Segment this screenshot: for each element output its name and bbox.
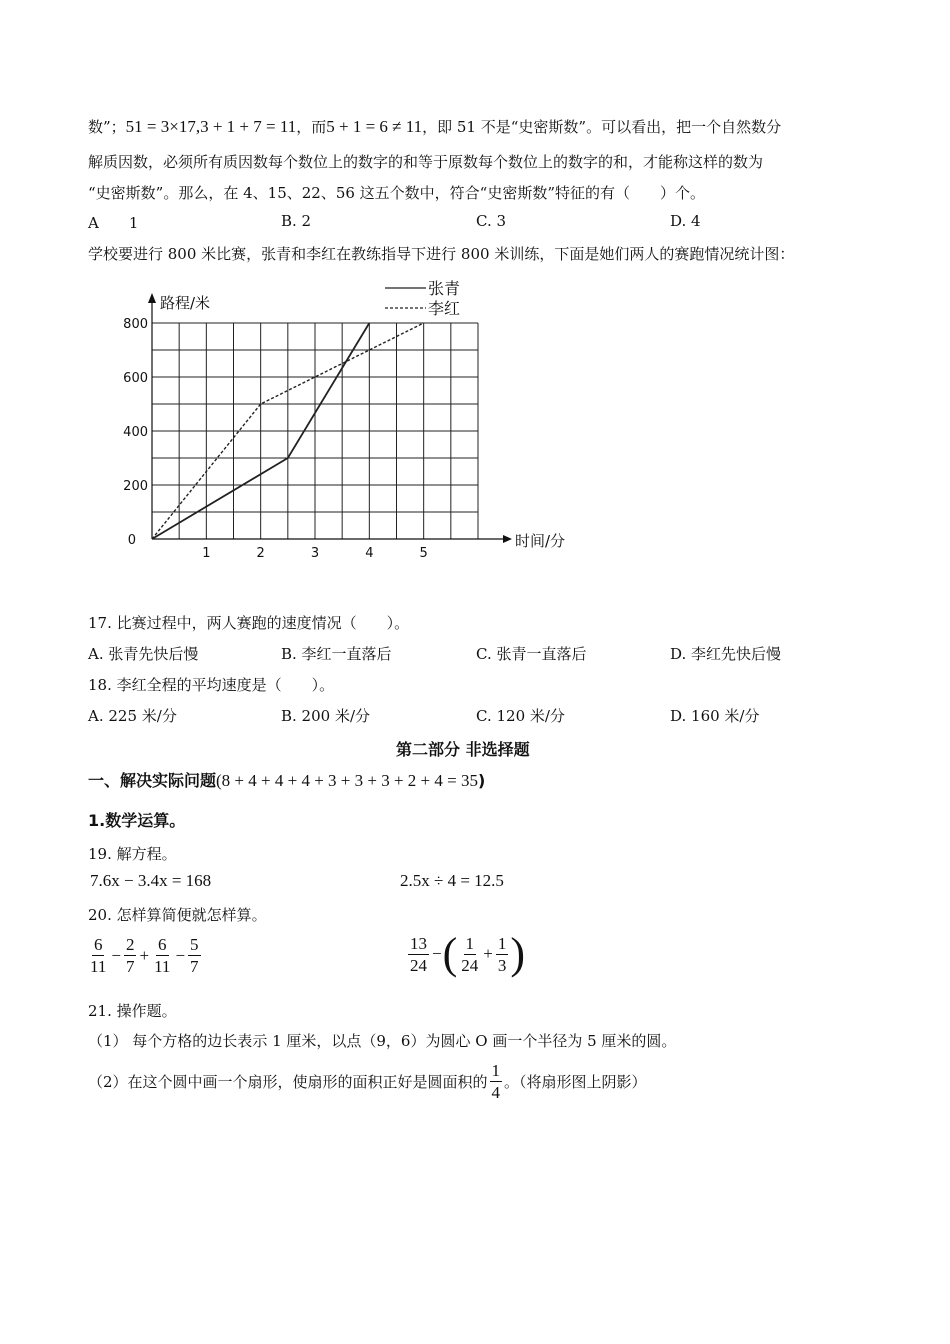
intro-option-a: A 1	[88, 214, 139, 232]
intro-line-3: “史密斯数”。那么，在 4、15、22、56 这五个数中，符合“史密斯数”特征的有（ ）个。	[88, 184, 706, 202]
y-tick-label: 600	[123, 371, 148, 386]
q17-option-d: D. 李红先快后慢	[670, 645, 782, 663]
chart-context: 学校要进行 800 米比赛，张青和李红在教练指导下进行 800 米训练，下面是她们两人的赛跑情况统计图：	[88, 245, 795, 263]
q20-expression-1: $\frac{6}{11}$ − $\frac{2}{7}$ + $\frac{6}{11}$ − $\frac{5}{7}$	[90, 935, 199, 976]
q18-option-c: C. 120 米/分	[476, 707, 565, 725]
chart-ticks	[123, 317, 428, 561]
q19-equation-2: 2.5x ÷ 4 = 12.5	[400, 871, 504, 890]
q17-option-a: A. 张青先快后慢	[88, 645, 199, 663]
q17-stem: 17. 比赛过程中，两人赛跑的速度情况（ ）。	[88, 614, 410, 632]
legend-label: 张青	[428, 279, 461, 298]
q21-part-2: （2）在这个圆中画一个扇形，使扇形的面积正好是圆面积的 $\frac{1}{4}$ 。（将扇形图上阴影）	[88, 1061, 647, 1102]
q17-option-b: B. 李红一直落后	[281, 645, 392, 663]
q20-expression-2: $\frac{13}{24}$ −( $\frac{1}{24}$ + $\frac{1}{3}$ )	[410, 929, 525, 978]
chart-grid	[152, 323, 478, 539]
left-paren: (	[442, 929, 458, 978]
sub1-heading: 1.数学运算。	[88, 811, 186, 830]
x-axis-label: 时间/分	[515, 532, 566, 550]
q20-stem: 20. 怎样算简便就怎样算。	[88, 906, 267, 924]
y-tick-label: 400	[123, 425, 148, 440]
fraction: $\frac{13}{24}$	[410, 933, 427, 975]
intro-option-d: D. 4	[670, 212, 701, 230]
q17-option-c: C. 张青一直落后	[476, 645, 587, 663]
section1-heading: 一、解决实际问题(8 + 4 + 4 + 4 + 3 + 3 + 3 + 2 + 4 = 35)	[88, 771, 486, 790]
q21-part-1: （1） 每个方格的边长表示 1 厘米，以点（9，6）为圆心 O 画一个半径为 5 厘米的圆。	[88, 1032, 677, 1050]
x-tick-label: 2	[256, 546, 265, 561]
intro-line-2: 解质因数，必须所有质因数每个数位上的数字的和等于原数每个数位上的数字的和，才能称这样的数为	[88, 153, 764, 171]
q18-option-b: B. 200 米/分	[281, 707, 371, 725]
chart-legend	[385, 279, 460, 318]
q19-equation-1: 7.6x − 3.4x = 168	[90, 871, 212, 890]
fraction: $\frac{1}{24}$	[461, 933, 479, 975]
x-tick-label: 1	[202, 546, 211, 561]
x-tick-label: 3	[310, 546, 320, 561]
fraction: $\frac{6}{11}$	[154, 935, 171, 976]
q21-stem: 21. 操作题。	[88, 1002, 177, 1020]
q19-stem: 19. 解方程。	[88, 845, 177, 863]
x-tick-label: 5	[419, 546, 428, 561]
y-tick-label: 800	[123, 317, 148, 332]
q18-option-a: A. 225 米/分	[88, 707, 177, 725]
q18-stem: 18. 李红全程的平均速度是（ ）。	[88, 676, 335, 694]
x-tick-label: 4	[365, 546, 374, 561]
q18-option-d: D. 160 米/分	[670, 707, 760, 725]
distance-time-chart	[0, 270, 620, 580]
right-paren: )	[510, 929, 525, 978]
y-tick-label: 0	[127, 533, 136, 548]
y-axis-label: 路程/米	[160, 294, 211, 312]
intro-line-1: 数”；51 = 3×17,3 + 1 + 7 = 11，而5 + 1 = 6 ≠ 11，即 51 不是“史密斯数”。可以看出，把一个自然数分	[88, 117, 782, 136]
chart-axes	[148, 293, 565, 550]
intro-option-c: C. 3	[476, 212, 507, 230]
fraction: $\frac{1}{4}$	[491, 1061, 501, 1102]
intro-option-b: B. 2	[281, 212, 312, 230]
y-tick-label: 200	[123, 479, 148, 494]
legend-label: 李红	[428, 299, 461, 318]
part2-title: 第二部分 非选择题	[396, 740, 530, 759]
fraction: $\frac{2}{7}$	[125, 935, 135, 976]
y-axis-arrow	[148, 293, 156, 303]
fraction: $\frac{6}{11}$	[90, 935, 107, 976]
fraction: $\frac{1}{3}$	[497, 933, 507, 975]
x-axis-arrow	[503, 535, 512, 543]
fraction: $\frac{5}{7}$	[190, 935, 199, 976]
